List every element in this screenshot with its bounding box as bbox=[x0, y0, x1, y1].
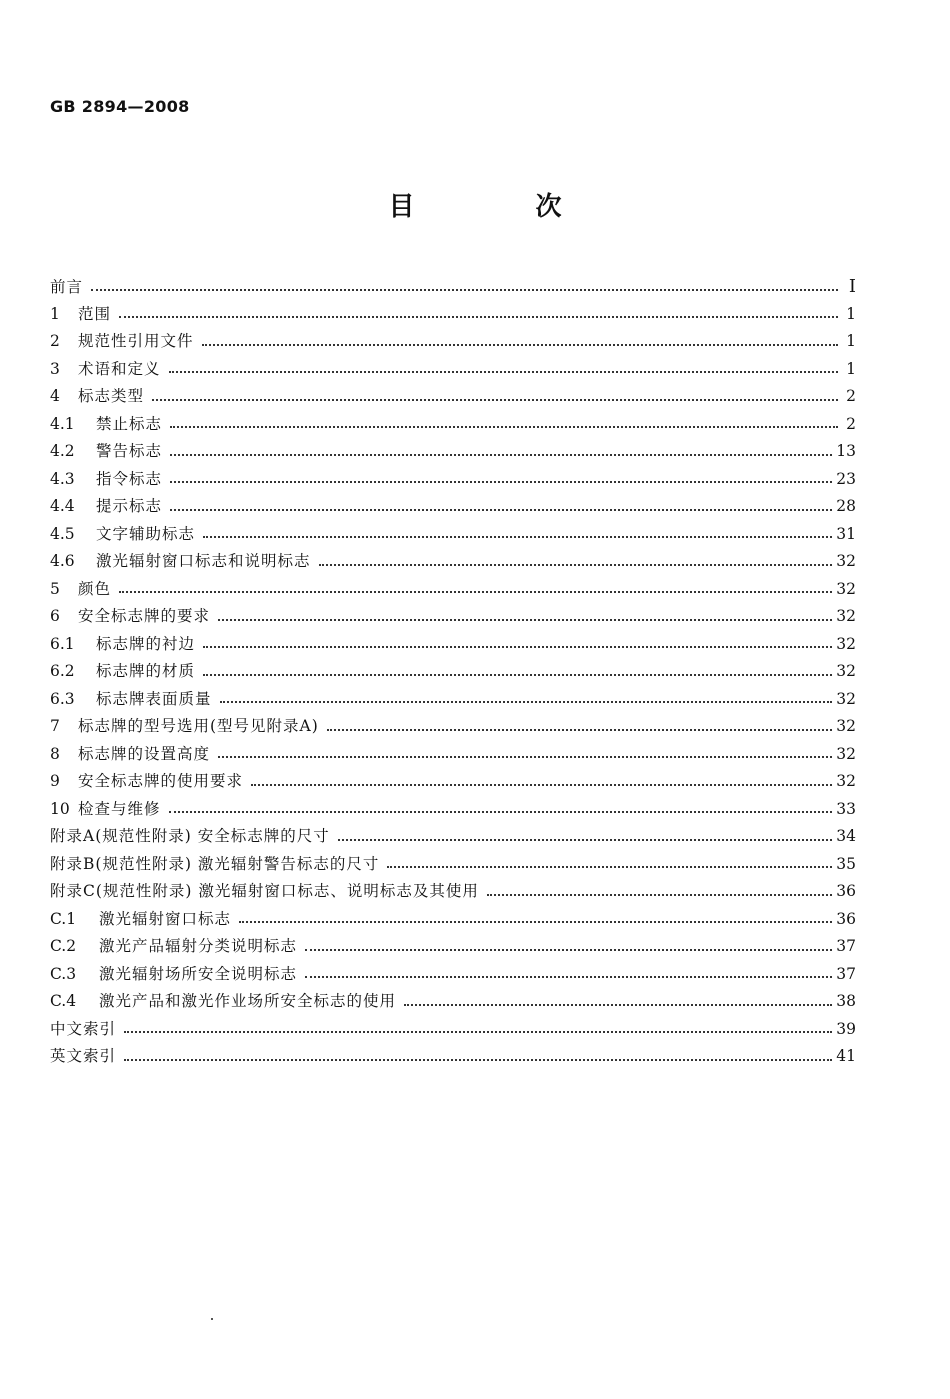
toc-entry-number: 6 bbox=[50, 607, 60, 625]
toc-entry-page: 35 bbox=[836, 854, 856, 873]
toc-entry-title: 激光辐射窗口标志 bbox=[99, 909, 232, 928]
dot-leader bbox=[170, 454, 832, 456]
toc-entry[interactable] bbox=[50, 768, 856, 796]
toc-entry[interactable] bbox=[50, 851, 856, 879]
dot-leader bbox=[170, 509, 832, 511]
toc-entry-page: 32 bbox=[836, 717, 856, 735]
toc-entry[interactable] bbox=[50, 301, 856, 329]
toc-entry-page: 13 bbox=[836, 442, 856, 460]
toc-entry[interactable] bbox=[50, 411, 856, 439]
toc-entry-title: 提示标志 bbox=[96, 497, 163, 515]
toc-entry-title: 激光产品辐射分类说明标志 bbox=[99, 937, 298, 955]
toc-entry-title: 安全标志牌的使用要求 bbox=[78, 772, 244, 790]
toc-entry-page: 31 bbox=[836, 524, 856, 543]
dot-leader bbox=[203, 646, 832, 648]
toc-entry[interactable] bbox=[50, 988, 856, 1016]
toc-entry-title: 检查与维修 bbox=[78, 799, 161, 818]
toc-entry-page: 38 bbox=[836, 992, 856, 1010]
toc-entry-number: 4.4 bbox=[50, 497, 75, 515]
toc-entry-page: 23 bbox=[836, 469, 856, 488]
toc-entry[interactable] bbox=[50, 548, 856, 576]
toc-entry-number: 4 bbox=[50, 387, 60, 405]
scan-speck bbox=[211, 1318, 213, 1320]
toc-entry-number: C.4 bbox=[50, 992, 77, 1010]
toc-entry-page: 37 bbox=[836, 937, 856, 955]
toc-entry[interactable] bbox=[50, 493, 856, 521]
toc-entry[interactable] bbox=[50, 438, 856, 466]
toc-entry[interactable] bbox=[50, 961, 856, 989]
dot-leader bbox=[220, 701, 833, 703]
toc-entry-number: 6.2 bbox=[50, 662, 75, 680]
toc-entry[interactable] bbox=[50, 713, 856, 741]
toc-entry[interactable] bbox=[50, 1043, 856, 1071]
toc-entry-title: 标志牌的衬边 bbox=[96, 634, 196, 653]
toc-entry-title: 标志牌的材质 bbox=[96, 662, 196, 680]
toc-entry-page: 28 bbox=[836, 497, 856, 515]
toc-entry-title: 附录B(规范性附录) 激光辐射警告标志的尺寸 bbox=[50, 854, 380, 873]
toc-entry-title: 中文索引 bbox=[50, 1019, 117, 1038]
toc-entry[interactable] bbox=[50, 466, 856, 494]
toc-entry-title: 激光辐射窗口标志和说明标志 bbox=[96, 552, 311, 570]
dot-leader bbox=[487, 894, 832, 896]
toc-entry-number: 9 bbox=[50, 772, 60, 790]
dot-leader bbox=[170, 426, 838, 428]
toc-entry[interactable] bbox=[50, 1016, 856, 1044]
toc-entry-page: 1 bbox=[846, 359, 856, 378]
dot-leader bbox=[251, 784, 832, 786]
toc-entry-page: 32 bbox=[836, 772, 856, 790]
toc-entry-number: 4.5 bbox=[50, 524, 75, 543]
toc-entry-number: C.2 bbox=[50, 937, 77, 955]
toc-entry-page: 2 bbox=[846, 387, 856, 405]
toc-entry-number: 8 bbox=[50, 744, 60, 763]
toc-entry-title: 禁止标志 bbox=[96, 414, 163, 433]
toc-entry-title: 激光辐射场所安全说明标志 bbox=[99, 964, 298, 983]
toc-entry[interactable] bbox=[50, 878, 856, 906]
toc-entry-title: 前言 bbox=[50, 278, 84, 296]
toc-entry-number: 6.3 bbox=[50, 689, 75, 708]
toc-entry-title: 指令标志 bbox=[96, 469, 163, 488]
dot-leader bbox=[319, 564, 833, 566]
toc-entry-number: 4.6 bbox=[50, 552, 75, 570]
toc-entry-page: 32 bbox=[836, 552, 856, 570]
toc-entry-number: C.3 bbox=[50, 964, 77, 983]
document-code: GB 2894—2008 bbox=[50, 97, 190, 116]
toc-entry-title: 颜色 bbox=[78, 579, 112, 598]
dot-leader bbox=[305, 949, 832, 951]
toc-entry-number: 10 bbox=[50, 799, 70, 818]
toc-entry-page: 33 bbox=[836, 799, 856, 818]
toc-entry[interactable] bbox=[50, 906, 856, 934]
dot-leader bbox=[338, 839, 833, 841]
toc-entry[interactable] bbox=[50, 521, 856, 549]
toc-entry-title: 附录C(规范性附录) 激光辐射窗口标志、说明标志及其使用 bbox=[50, 882, 479, 900]
toc-entry-title: 安全标志牌的要求 bbox=[78, 607, 211, 625]
toc-entry-title: 范围 bbox=[78, 304, 112, 323]
dot-leader bbox=[152, 399, 838, 401]
toc-entry[interactable] bbox=[50, 328, 856, 356]
toc-entry[interactable] bbox=[50, 933, 856, 961]
toc-entry-page: 32 bbox=[836, 662, 856, 680]
toc-entry[interactable] bbox=[50, 273, 856, 301]
toc-entry-title: 警告标志 bbox=[96, 442, 163, 460]
toc-entry-title: 附录A(规范性附录) 安全标志牌的尺寸 bbox=[50, 827, 330, 845]
dot-leader bbox=[119, 591, 832, 593]
dot-leader bbox=[202, 344, 838, 346]
toc-entry-title: 标志牌的型号选用(型号见附录A) bbox=[78, 717, 319, 735]
dot-leader bbox=[124, 1031, 832, 1033]
table-of-contents bbox=[50, 273, 856, 1071]
dot-leader bbox=[239, 921, 832, 923]
dot-leader bbox=[305, 976, 832, 978]
toc-entry-title: 术语和定义 bbox=[78, 359, 161, 378]
dot-leader bbox=[203, 674, 832, 676]
toc-entry-number: 4.3 bbox=[50, 469, 75, 488]
dot-leader bbox=[218, 756, 832, 758]
toc-entry-title: 标志类型 bbox=[78, 387, 145, 405]
toc-entry[interactable] bbox=[50, 603, 856, 631]
toc-entry-title: 文字辅助标志 bbox=[96, 524, 196, 543]
toc-entry-number: C.1 bbox=[50, 909, 77, 928]
toc-entry-number: 6.1 bbox=[50, 634, 75, 653]
toc-entry-page: 32 bbox=[836, 634, 856, 653]
toc-entry-page: 34 bbox=[836, 827, 856, 845]
dot-leader bbox=[169, 371, 838, 373]
toc-entry-page: 32 bbox=[836, 607, 856, 625]
toc-entry-page: 41 bbox=[836, 1047, 856, 1065]
toc-entry-page: 37 bbox=[836, 964, 856, 983]
toc-entry-page: I bbox=[848, 276, 856, 297]
toc-entry-page: 36 bbox=[836, 882, 856, 900]
dot-leader bbox=[218, 619, 832, 621]
dot-leader bbox=[327, 729, 832, 731]
toc-entry-title: 标志牌的设置高度 bbox=[78, 744, 211, 763]
toc-entry-title: 标志牌表面质量 bbox=[96, 689, 212, 708]
toc-entry-number: 4.2 bbox=[50, 442, 75, 460]
toc-entry[interactable] bbox=[50, 631, 856, 659]
toc-entry-page: 1 bbox=[846, 332, 856, 350]
toc-entry-title: 激光产品和激光作业场所安全标志的使用 bbox=[99, 992, 397, 1010]
toc-entry[interactable] bbox=[50, 658, 856, 686]
toc-entry-number: 2 bbox=[50, 332, 60, 350]
toc-entry[interactable] bbox=[50, 796, 856, 824]
dot-leader bbox=[170, 481, 832, 483]
dot-leader bbox=[124, 1059, 832, 1061]
toc-entry[interactable] bbox=[50, 686, 856, 714]
dot-leader bbox=[203, 536, 832, 538]
toc-entry-page: 36 bbox=[836, 909, 856, 928]
toc-entry-page: 2 bbox=[846, 414, 856, 433]
toc-entry[interactable] bbox=[50, 823, 856, 851]
dot-leader bbox=[387, 866, 832, 868]
dot-leader bbox=[119, 316, 838, 318]
toc-entry-number: 1 bbox=[50, 304, 60, 323]
dot-leader bbox=[91, 289, 838, 291]
toc-entry-number: 7 bbox=[50, 717, 60, 735]
toc-entry[interactable] bbox=[50, 356, 856, 384]
toc-entry-title: 英文索引 bbox=[50, 1047, 117, 1065]
toc-entry-page: 32 bbox=[836, 689, 856, 708]
toc-entry-page: 32 bbox=[836, 579, 856, 598]
toc-entry-page: 32 bbox=[836, 744, 856, 763]
toc-entry[interactable] bbox=[50, 383, 856, 411]
toc-entry-page: 39 bbox=[836, 1019, 856, 1038]
toc-entry-title: 规范性引用文件 bbox=[78, 332, 194, 350]
dot-leader bbox=[169, 811, 833, 813]
dot-leader bbox=[404, 1004, 832, 1006]
toc-entry-number: 4.1 bbox=[50, 414, 75, 433]
toc-entry-number: 3 bbox=[50, 359, 60, 378]
toc-entry[interactable] bbox=[50, 576, 856, 604]
toc-entry-number: 5 bbox=[50, 579, 60, 598]
toc-entry[interactable] bbox=[50, 741, 856, 769]
toc-entry-page: 1 bbox=[846, 304, 856, 323]
page-title: 目 次 bbox=[388, 192, 618, 222]
